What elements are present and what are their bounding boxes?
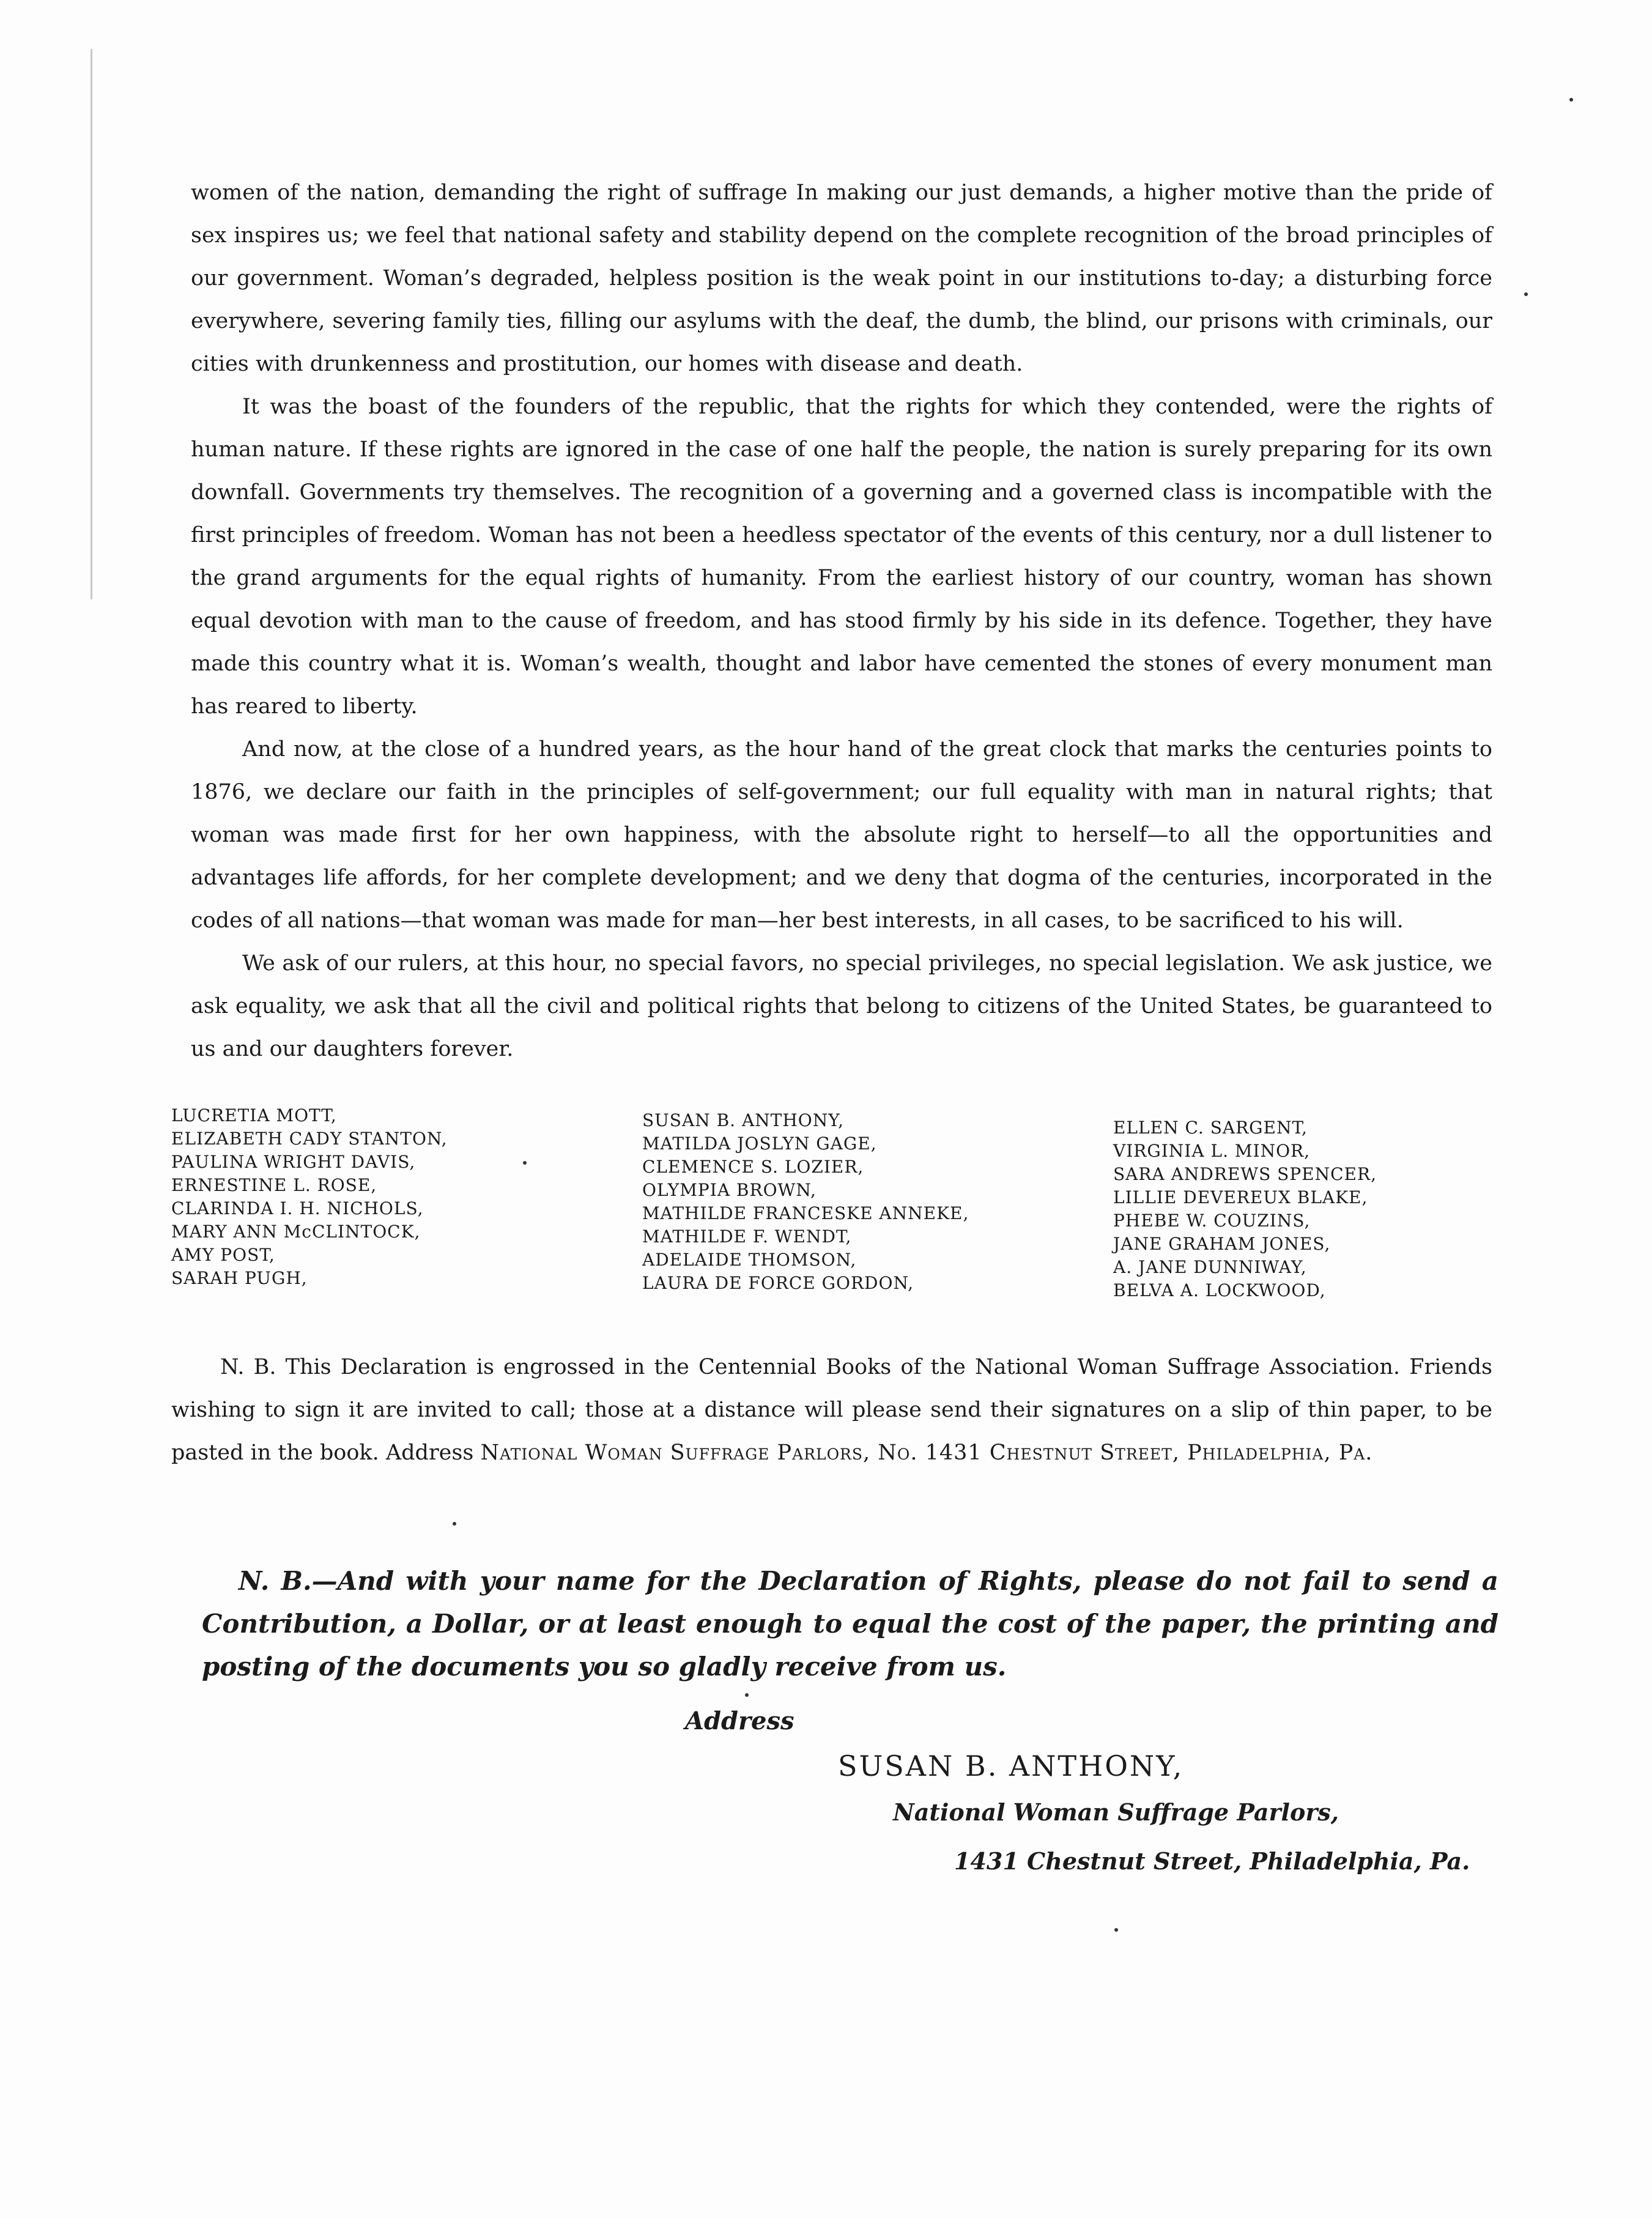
signer-name: PHEBE W. COUZINS, <box>1113 1211 1311 1231</box>
signer-name: CLARINDA I. H. NICHOLS, <box>171 1198 424 1218</box>
paragraph-4: We ask of our rulers, at this hour, no special favors, no special privileges, no special legislation. We ask justice, we ask equality, we ask that all the civil and political rights that belong to citizens of the United States, be guaranteed to us and our daughters forever. <box>191 951 1492 1061</box>
signer-name: BELVA A. LOCKWOOD, <box>1113 1280 1326 1300</box>
signer-name: MATHILDE FRANCESKE ANNEKE, <box>642 1203 969 1223</box>
contribution-appeal: N. B.—And with your name for the Declaration of Rights, please do not fail to send a Contribution, a Dollar, or at least enough to equal the cost of the paper, the printing and posting of the documents you so gladly receive from us. <box>202 1566 1498 1682</box>
nota-bene-signing <box>171 1346 1492 1474</box>
print-speck <box>1114 1928 1118 1932</box>
declaration-body <box>191 171 1492 1070</box>
signer-name: CLEMENCE S. LOZIER, <box>642 1157 864 1177</box>
nota-bene-text: N. B. This Declaration is engrossed in the Centennial Books of the National Woman Suffrage Association. Friends wishing to sign it are invited to call; those at a distance will please send their signatures on a slip of thin paper, to be pasted in the book. Address <box>171 1355 1492 1465</box>
signer-name: MATILDA JOSLYN GAGE, <box>642 1133 877 1154</box>
signer-name: ELLEN C. SARGENT, <box>1113 1118 1308 1138</box>
print-speck <box>1569 98 1573 102</box>
signer-name: LILLIE DEVEREUX BLAKE, <box>1113 1187 1368 1207</box>
signatory-parlors: National Woman Suffrage Parlors, <box>893 1798 1339 1826</box>
signer-name: ELIZABETH CADY STANTON, <box>171 1129 448 1149</box>
paragraph-1: women of the nation, demanding the right of suffrage In making our just demands, a higher motive than the pride of sex inspires us; we feel that national safety and stability depend on the complete recognition of the broad principles of our government. Woman’s degraded, helpless position is the weak point in our institutions to-day; a disturbing force everywhere, severing family ties, filling our asylums with the deaf, the dumb, the blind, our prisons with criminals, our cities with drunkenness and prostitution, our homes with disease and death. <box>191 180 1492 376</box>
print-speck <box>1524 292 1528 296</box>
signer-name: MARY ANN McCLINTOCK, <box>171 1222 421 1242</box>
address-label: Address <box>685 1707 795 1735</box>
signers-column-1 <box>171 1104 448 1290</box>
paragraph-2: It was the boast of the founders of the republic, that the rights for which they contended, were the rights of human nature. If these rights are ignored in the case of one half the people, the nation is surely preparing for its own downfall. Governments try themselves. The recognition of a governing and a governed class is incompatible with the first principles of freedom. Woman has not been a heedless spectator of the events of this century, nor a dull listener to the grand arguments for the equal rights of humanity. From the earliest history of our country, woman has shown equal devotion with man to the cause of freedom, and has stood firmly by his side in its defence. Together, they have made this country what it is. Woman’s wealth, thought and labor have cemented the stones of every monument man has reared to liberty. <box>191 395 1492 719</box>
nota-bene-paragraph <box>171 1346 1492 1474</box>
signer-name: LUCRETIA MOTT, <box>171 1105 337 1126</box>
signer-name: A. JANE DUNNIWAY, <box>1113 1257 1307 1277</box>
print-speck <box>745 1693 749 1697</box>
signers-column-3 <box>1113 1116 1377 1302</box>
signer-name: SARA ANDREWS SPENCER, <box>1113 1164 1377 1184</box>
nota-bene-contribution <box>202 1560 1498 1688</box>
signatory-street: 1431 Chestnut Street, Philadelphia, Pa. <box>954 1847 1470 1875</box>
signer-name: JANE GRAHAM JONES, <box>1113 1234 1331 1254</box>
signer-name: VIRGINIA L. MINOR, <box>1113 1141 1311 1161</box>
print-speck <box>453 1522 456 1526</box>
paper-edge-line <box>91 49 92 599</box>
signer-name: ADELAIDE THOMSON, <box>642 1250 857 1270</box>
paragraph-3: And now, at the close of a hundred years, as the hour hand of the great clock that marks the centuries points to 1876, we declare our faith in the principles of self-government; our full equality with man in natural rights; that woman was made first for her own happiness, with the absolute right to herself—to all the opportunities and advantages life affords, for her complete development; and we deny that dogma of the centuries, incorporated in the codes of all nations—that woman was made for man—her best interests, in all cases, to be sacrificed to his will. <box>191 737 1492 933</box>
signer-name: MATHILDE F. WENDT, <box>642 1226 852 1247</box>
signer-name: ERNESTINE L. ROSE, <box>171 1175 377 1195</box>
signers-column-2 <box>642 1109 969 1295</box>
signer-name: AMY POST, <box>171 1245 275 1265</box>
signer-name: SUSAN B. ANTHONY, <box>642 1110 845 1130</box>
signatory-name: SUSAN B. ANTHONY, <box>838 1749 1184 1782</box>
signer-name: PAULINA WRIGHT DAVIS, <box>171 1152 416 1172</box>
signers-list <box>171 1104 1486 1324</box>
signer-name: OLYMPIA BROWN, <box>642 1180 817 1200</box>
signer-name: LAURA DE FORCE GORDON, <box>642 1273 914 1293</box>
parlors-address: National Woman Suffrage Parlors, No. 1431 Chestnut Street, Philadelphia, Pa. <box>480 1441 1373 1465</box>
signer-name: SARAH PUGH, <box>171 1268 308 1288</box>
